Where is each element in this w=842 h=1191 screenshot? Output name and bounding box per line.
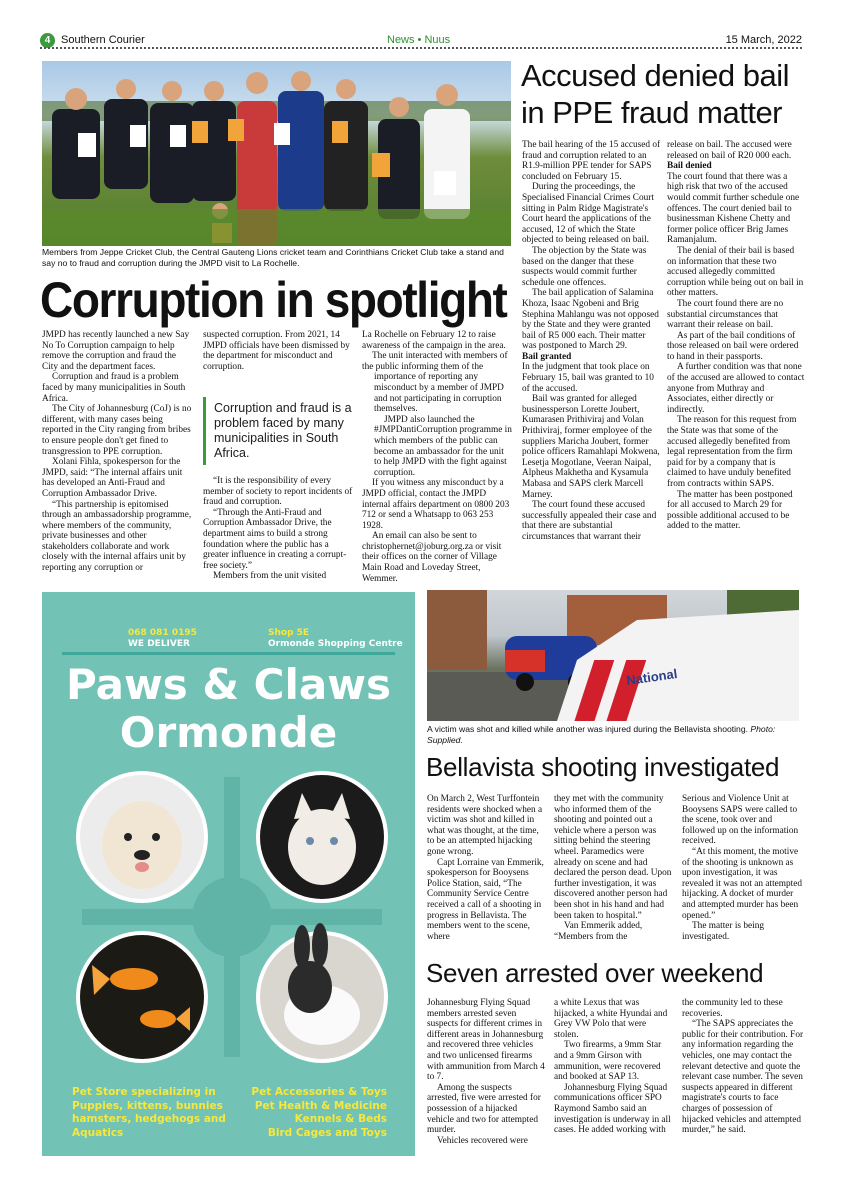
ad-store-name-line-2: Ormonde xyxy=(119,708,338,757)
shooting-headline: Bellavista shooting investigated xyxy=(426,752,780,782)
corruption-column-3 xyxy=(362,330,512,584)
article-paragraph: JMPD has recently launched a new Say No To Corruption campaign to help remove the corruption and fraud the City and the department faces. xyxy=(42,330,190,372)
page-header xyxy=(40,32,802,50)
ad-store-name-line-1: Paws & Claws xyxy=(65,660,392,709)
subheading: Bail denied xyxy=(667,161,712,172)
article-paragraph: The court found that there was a high risk that two of the accused would commit further schedule one offences. The court denied bail to businessman Kishene Chetty and former police officer Brig James Ramanjalum. xyxy=(667,171,800,246)
cricket-team-photo xyxy=(42,61,511,246)
article-paragraph: release on bail. The accused were released on bail of R20 000 each. xyxy=(667,140,792,161)
issue-date: 15 March, 2022 xyxy=(725,34,802,46)
page-number-badge: 4 xyxy=(40,33,55,48)
article-paragraph: Johannesburg Flying Squad communications officer SPO Raymond Sambo said an investigation is underway in all cases. He added working with xyxy=(554,1082,671,1136)
article-paragraph: The reason for this request from the State was that some of the accused allegedly benefited from legal representation from the firm paid for by a company that is claimed to have unduly benefited from contracts within SAPS. xyxy=(667,415,797,489)
article-paragraph: they met with the community who informed them of the shooting and pointed out a vehicle where a person was sitting behind the steering wheel. Paramedics were already on scene and had declared the person dead. Upon further investigation, it was discovered another person had been shot in his hand and had been taken to hospital.” xyxy=(554,794,672,921)
shooting-column-2 xyxy=(554,794,672,942)
bail-column-1 xyxy=(522,140,662,543)
article-paragraph: “Through the Anti-Fraud and Corruption Ambassador Drive, the department aims to build a strong foundation where the public has a greater influence in creating a corrupt-free society.” xyxy=(203,507,347,571)
ad-delivery: WE DELIVER xyxy=(128,639,190,649)
dog-photo xyxy=(76,771,208,903)
article-paragraph: Xolani Fihla, spokesperson for the JMPD, said: “The internal affairs unit has developed an Anti-Fraud and Corruption Ambassador Drive. xyxy=(42,457,183,499)
header-rule xyxy=(40,47,802,49)
article-paragraph: The bail hearing of the 15 accused of fraud and corruption related to an R1.9-million PPE tender for SAPS concluded on February 15. xyxy=(522,140,661,182)
ad-right-description xyxy=(232,1086,387,1140)
shooting-column-3 xyxy=(682,794,804,942)
arrests-headline: Seven arrested over weekend xyxy=(426,958,764,988)
shooting-scene xyxy=(427,590,799,721)
corruption-headline: Corruption in spotlight xyxy=(40,272,507,328)
article-paragraph: Corruption and fraud is a problem faced by many municipalities in South Africa. xyxy=(42,372,186,404)
ad-right-line: Bird Cages and Toys xyxy=(267,1126,387,1139)
article-paragraph: “It is the responsibility of every member of society to report incidents of fraud and corruption. xyxy=(203,476,353,508)
arrests-column-1 xyxy=(427,998,545,1146)
paws-and-claws-advert xyxy=(42,592,415,1156)
bail-headline: Accused denied bail in PPE fraud matter xyxy=(521,58,789,130)
ad-right-line: Pet Health & Medicine xyxy=(254,1099,387,1112)
goldfish-photo xyxy=(76,931,208,1063)
ad-shop: Shop 5E xyxy=(268,628,310,638)
article-paragraph: Members from the unit visited xyxy=(213,571,327,582)
team-photo-figures xyxy=(42,61,511,246)
section-name: News • Nuus xyxy=(387,34,451,46)
article-paragraph: An email can also be sent to christophernet@joburg.org.za or visit their offices on the corner of Village Main Road and Loveday Street, Wemmer. xyxy=(362,531,502,584)
ad-pet-circles xyxy=(72,767,392,1067)
article-paragraph: Among the suspects arrested, five were arrested for possession of a hijacked vehicle and two for attempted murder. xyxy=(427,1082,541,1136)
article-paragraph: Bail was granted for alleged businessperson Lorette Joubert, Kumarasen Prithiviraj and Volan Prithiviraj, former employee of the suppliers Maricha Joubert, former police officers Ramahlapi Mokwena, Lesetja Mogotlane, Veeran Naipal, Alpheus Makhetha and Kysamula Mabasa and SAPS clerk Marcell Marney. xyxy=(522,394,660,500)
article-paragraph: La Rochelle on February 12 to raise awareness of the campaign in the area. xyxy=(362,330,506,351)
article-paragraph: “At this moment, the motive of the shooting is unknown as upon investigation, it was revealed it was not an attempted hijacking. A docket of murder and attempted murder has been opened.” xyxy=(682,846,803,921)
vehicle-lettering: National xyxy=(625,665,679,688)
arrests-column-2 xyxy=(554,998,672,1136)
article-paragraph: The court found there are no substantial circumstances that warrant their release on bail. xyxy=(667,298,784,331)
ad-centre: Ormonde Shopping Centre xyxy=(268,639,403,649)
caption-credit: Photo: Supplied. xyxy=(427,724,776,745)
article-paragraph: Van Emmerik added, “Members from the xyxy=(554,921,643,942)
article-paragraph: Two firearms, a 9mm Star and a 9mm Girson with ammunition, were recovered and booked at SAP 13. xyxy=(554,1040,662,1083)
article-paragraph: importance of reporting any misconduct by a member of JMPD and not participating in corruption themselves. xyxy=(374,372,504,415)
article-paragraph: As part of the bail conditions of those released on bail were ordered to hand in their passports. xyxy=(667,330,799,362)
article-paragraph: The bail application of Salamina Khoza, Isaac Ngobeni and Brig Stephina Mahlangu was not opposed by the State and they were granted bail of R5 000 each. Their matter was postponed to March 29. xyxy=(522,288,659,352)
ad-right-line: Kennels & Beds xyxy=(294,1113,387,1125)
article-paragraph: The matter is being investigated. xyxy=(682,921,765,942)
ad-right-line: Pet Accessories & Toys xyxy=(251,1086,387,1098)
rabbit-photo xyxy=(256,923,388,1063)
article-paragraph: During the proceedings, the Specialised Financial Crimes Court sitting in Palm Ridge Magistrate's Court heard the applications of the accused, 12 of which the State objected to being released on bail. xyxy=(522,182,654,246)
shooting-photo-caption xyxy=(427,724,799,745)
caption-text: A victim was shot and killed while another was injured during the Bellavista shooting. xyxy=(427,724,751,734)
article-paragraph: “This partnership is epitomised through an ambassadorship programme, where members of the community, private businesses and other stakeholders collaborate and work closely with the internal affairs unit by reporting any corruption or xyxy=(42,499,192,574)
article-paragraph: a white Lexus that was hijacked, a white Hyundai and Grey VW Polo that were stolen. xyxy=(554,998,668,1040)
article-paragraph: If you witness any misconduct by a JMPD official, contact the JMPD internal affairs department on 0800 203 712 or send a Whatsapp to 063 253 1928. xyxy=(362,478,510,531)
article-paragraph: The unit interacted with members of the public informing them of the xyxy=(362,351,508,372)
subheading: Bail granted xyxy=(522,351,572,362)
article-paragraph: suspected corruption. From 2021, 14 JMPD officials have been dismissed by the department for misconduct and corruption. xyxy=(203,330,350,372)
article-paragraph: “The SAPS appreciates the public for their contribution. For any information regarding the vehicles, one may contact the relevant detective and quote the relevant case number. The seven suspects appeared in different magistrate's courts to face charges of possession of hijacked vehicles and attempted murder,” he said. xyxy=(682,1019,804,1136)
article-paragraph: In the judgment that took place on February 15, bail was granted to 10 of the accused. xyxy=(522,362,654,394)
article-paragraph: On March 2, West Turffontein residents were shocked when a victim was shot and killed in what was thought, at the time, to be an attempted hijacking gone wrong. xyxy=(427,794,543,857)
article-paragraph: The objection by the State was based on the danger that these suspects would commit further schedule one offences. xyxy=(522,245,647,288)
article-paragraph: The City of Johannesburg (CoJ) is no different, with many cases being reported in the City ranging from bribes to ensure people don't get fined to transgression to PPE corruption. xyxy=(42,404,192,457)
article-paragraph: Vehicles recovered were xyxy=(437,1135,528,1146)
article-paragraph: The matter has been postponed for all accused to March 29 for possible additional accused to be added to the matter. xyxy=(667,489,793,532)
cricket-photo-caption: Members from Jeppe Cricket Club, the Central Gauteng Lions cricket team and Corinthians Cricket Club take a stand and say no to fraud and corruption during the JMPD visit to La Rochelle. xyxy=(42,247,504,268)
arrests-column-3 xyxy=(682,998,804,1136)
corruption-column-1 xyxy=(42,330,192,574)
article-paragraph: A further condition was that none of the accused are allowed to contact anyone from Muthray and Associates, either directly or indirectly. xyxy=(667,362,805,415)
publication-name: Southern Courier xyxy=(61,34,145,46)
article-paragraph: Johannesburg Flying Squad members arrested seven suspects for different crimes in different areas in Johannesburg and recovered three vehicles and two unlicensed firearms with ammunition from March 4 to 7. xyxy=(427,998,545,1083)
article-paragraph: Serious and Violence Unit at Booysens SAPS were called to the scene, took over and followed up on the information received. xyxy=(682,794,799,847)
corruption-column-2-bottom xyxy=(203,476,355,582)
police-vehicle-photo xyxy=(427,590,799,721)
shooting-column-1 xyxy=(427,794,545,942)
pull-quote: Corruption and fraud is a problem faced by many municipalities in South Africa. xyxy=(203,397,374,465)
ad-left-description: Pet Store specializing in Puppies, kittens, bunnies hamsters, hedgehogs and Aquatics xyxy=(72,1086,226,1139)
article-paragraph: the community led to these recoveries. xyxy=(682,998,783,1019)
ad-divider xyxy=(62,652,395,655)
article-paragraph: The court found these accused successfully appealed their case and that there are substantial circumstances that warrant their xyxy=(522,500,657,542)
bail-column-2 xyxy=(667,140,805,532)
corruption-column-2 xyxy=(203,330,355,372)
article-paragraph: The denial of their bail is based on information that these two accused allegedly committed corruption while being out on bail in other matters. xyxy=(667,245,804,299)
kitten-photo xyxy=(256,771,388,903)
ad-phone: 068 081 0195 xyxy=(128,628,197,638)
article-paragraph: JMPD also launched the #JMPDantiCorruption programme in which members of the public can become an ambassador for the unit to help JMPD with the fight against corruption. xyxy=(374,414,512,478)
article-paragraph: Capt Lorraine van Emmerik, spokesperson for Booysens Police Station, said, “The Community Service Centre received a call of a shooting in progress in Bellavista. The members went to the scene, where xyxy=(427,857,544,942)
